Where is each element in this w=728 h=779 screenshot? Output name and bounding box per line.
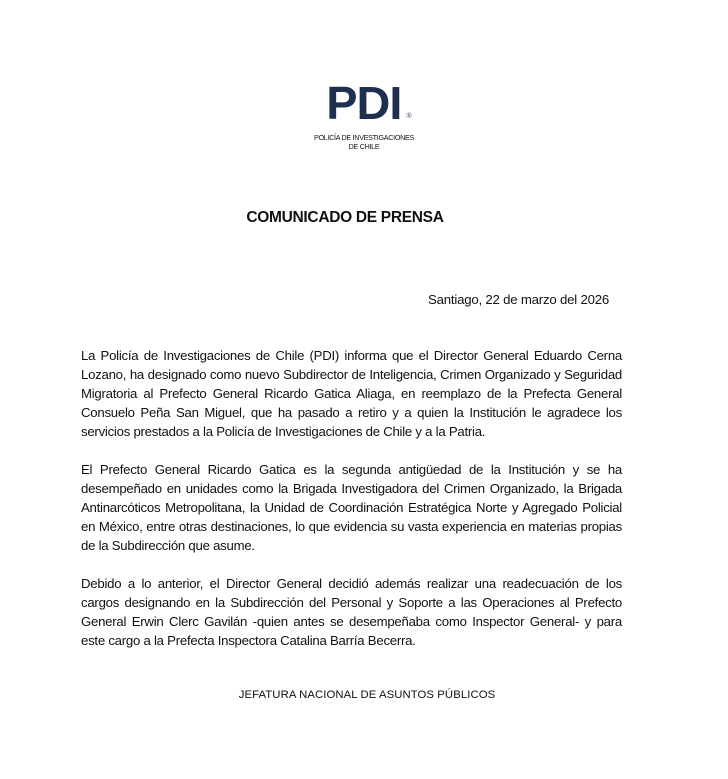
document-title: COMUNICADO DE PRENSA (246, 209, 444, 226)
registered-mark: ® (406, 113, 412, 120)
paragraph-2: El Prefecto General Ricardo Gatica es la segunda antigüedad de la Institución y se ha desempeñado en unidades como la Brigada Investigadora del Crimen Organizado, la Brigada Antinarcóticos Metropolitana, la Unidad de Coordinación Estratégica Norte y Agregado Policial en México, entre otras destinaciones, lo que evidencia su vasta experiencia en materias propias de la Subdirección que asume. (81, 462, 622, 553)
dateline: Santiago, 22 de marzo del 2026 (428, 292, 609, 307)
pdi-logo-subtitle-line-1: POLICÍA DE INVESTIGACIONES (313, 133, 415, 142)
paragraph-1: La Policía de Investigaciones de Chile (PDI) informa que el Director General Eduardo Cerna Lozano, ha designado como nuevo Subdirector de Inteligencia, Crimen Organizado y Seguridad Migratoria al Prefecto General Ricardo Gatica Aliaga, en reemplazo de la Prefecta General Consuelo Peña San Miguel, que ha pasado a retiro y a quien la Institución le agradece los servicios prestados a la Policía de Investigaciones de Chile y a la Patria. (81, 348, 622, 439)
pdi-logo-subtitle-line-2: DE CHILE (348, 142, 380, 151)
document-body (81, 346, 622, 669)
pdi-logo-acronym: PDI (326, 77, 402, 129)
pdi-logo-mark (326, 77, 412, 129)
paragraph-3: Debido a lo anterior, el Director General decidió además realizar una readecuación de los cargos designando en la Subdirección del Personal y Soporte a las Operaciones al Prefecto General Erwin Clerc Gavilán -quien antes se desempeñaba como Inspector General- y para este cargo a la Prefecta Inspectora Catalina Barría Becerra. (81, 576, 622, 648)
pdi-logo (0, 77, 728, 151)
footer-signature: JEFATURA NACIONAL DE ASUNTOS PÚBLICOS (238, 689, 496, 701)
pdi-logo-subtitle (0, 133, 728, 151)
